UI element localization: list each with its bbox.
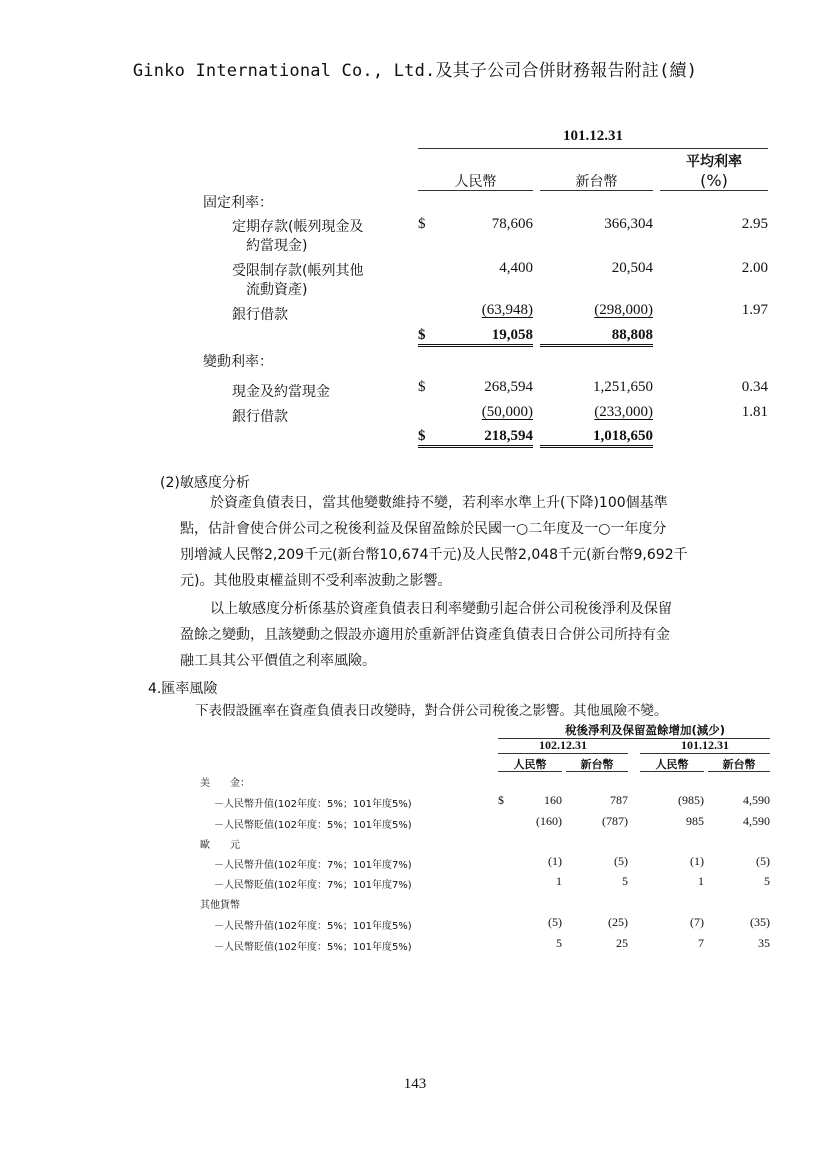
fixed-row-3-rate: 1.97 — [741, 302, 768, 318]
fx-other-row2-label: －人民幣貶值(102年度：5%；101年度5%) — [214, 942, 412, 953]
sensitivity-para1-line2: 點，估計會使合併公司之稅後利益及保留盈餘於民國一○二年度及一○一年度分 — [180, 521, 667, 537]
fx-usd-row1-currency: $ — [498, 793, 504, 807]
col-rmb-header: 人民幣 — [454, 174, 497, 190]
fx-group-usd: 美 金： — [200, 778, 250, 789]
fixed-row-2-label: 受限制存款(帳列其他 — [232, 263, 364, 279]
variable-row-1-rate: 0.34 — [741, 379, 768, 395]
fx-usd-row1-label: －人民幣升值(102年度：5%；101年度5%) — [214, 799, 412, 810]
fx-table-title: 稅後淨利及保留盈餘增加(減少) — [564, 723, 725, 737]
sensitivity-para2-line3: 融工具其公平價值之利率風險。 — [180, 653, 376, 669]
fx-col-rule-1 — [498, 771, 562, 772]
fixed-total-currency: $ — [418, 327, 426, 343]
fx-usd-row2-label: －人民幣貶值(102年度：5%；101年度5%) — [214, 820, 412, 831]
fx-eur-row2-rmb-102: 1 — [556, 874, 562, 888]
variable-row-2-rate: 1.81 — [741, 404, 768, 420]
fx-eur-row2-ntd-102: 5 — [622, 874, 628, 888]
fx-eur-row2-label: －人民幣貶值(102年度：7%；101年度7%) — [214, 880, 412, 891]
fixed-total-rmb: 19,058 — [418, 327, 533, 347]
fx-eur-row2-rmb-101: 1 — [698, 874, 704, 888]
fx-other-row1-ntd-101: (35) — [750, 915, 770, 929]
fx-col-rule-3 — [640, 771, 704, 772]
variable-row-2-rmb: (50,000) — [481, 404, 533, 420]
fixed-row-3-label: 銀行借款 — [232, 307, 288, 323]
fixed-row-1-currency: $ — [418, 216, 426, 232]
fx-period1: 102.12.31 — [539, 738, 587, 752]
fx-other-row2-rmb-101: 7 — [698, 936, 704, 950]
fixed-row-2-rmb: 4,400 — [499, 260, 533, 276]
fixed-row-1-rmb: 78,606 — [491, 216, 533, 232]
fixed-row-3-ntd: (298,000) — [594, 302, 653, 318]
sensitivity-para2-line2: 盈餘之變動，且該變動之假設亦適用於重新評估資產負債表日合併公司所持有金 — [180, 627, 670, 643]
fx-other-row1-rmb-101: (7) — [690, 915, 704, 929]
fx-other-row2-ntd-101: 35 — [758, 936, 770, 950]
fx-other-row2-ntd-102: 25 — [616, 936, 628, 950]
fixed-row-1-label-cont: 約當現金) — [246, 238, 308, 254]
fixed-row-2-ntd: 20,504 — [611, 260, 653, 276]
fx-usd-row2-ntd-102: (787) — [602, 814, 628, 828]
sensitivity-para1-line4: 元)。其他股東權益則不受利率波動之影響。 — [180, 573, 452, 589]
fx-intro: 下表假設匯率在資產負債表日改變時，對合併公司稅後之影響。其他風險不變。 — [195, 703, 668, 719]
col-ntd-header: 新台幣 — [575, 174, 618, 190]
col-ntd-rule — [540, 190, 653, 191]
fx-group-other: 其他貨幣 — [200, 900, 240, 911]
fx-period2: 101.12.31 — [681, 738, 729, 752]
fixed-rate-label: 固定利率： — [203, 195, 273, 211]
fixed-row-2-label-cont: 流動資產) — [246, 282, 308, 298]
fx-usd-row2-ntd-101: 4,590 — [743, 814, 770, 828]
variable-row-2-label: 銀行借款 — [232, 409, 288, 425]
table1-date: 101.12.31 — [563, 128, 623, 144]
fx-eur-row1-label: －人民幣升值(102年度：7%；101年度7%) — [214, 860, 412, 871]
fx-usd-row2-rmb-102: (160) — [536, 814, 562, 828]
fixed-row-3-rmb: (63,948) — [481, 302, 533, 318]
table1-date-rule — [418, 148, 768, 149]
col-rate-header: 平均利率 — [686, 154, 742, 170]
variable-total-rmb: 218,594 — [418, 428, 533, 448]
fx-period2-rule — [640, 753, 770, 754]
fx-col-ntd-2: 新台幣 — [722, 758, 756, 771]
fx-other-row1-rmb-102: (5) — [548, 915, 562, 929]
fx-heading: 4.匯率風險 — [148, 681, 218, 697]
fx-usd-row1-ntd-102: 787 — [610, 793, 628, 807]
fx-eur-row1-rmb-102: (1) — [548, 854, 562, 868]
fx-eur-row1-ntd-101: (5) — [756, 854, 770, 868]
fx-eur-row2-ntd-101: 5 — [764, 874, 770, 888]
fx-col-rmb-2: 人民幣 — [655, 758, 689, 771]
fx-usd-row1-ntd-101: 4,590 — [743, 793, 770, 807]
fx-period1-rule — [498, 753, 628, 754]
fx-eur-row1-ntd-102: (5) — [614, 854, 628, 868]
variable-row-1-ntd: 1,251,650 — [593, 379, 653, 395]
variable-row-1-rmb: 268,594 — [484, 379, 533, 395]
sensitivity-heading: (2)敏感度分析 — [160, 475, 250, 491]
variable-row-1-currency: $ — [418, 379, 426, 395]
page-title: Ginko International Co., Ltd.及其子公司合併財務報告附註(續) — [132, 61, 698, 81]
page-number: 143 — [403, 1076, 427, 1092]
fx-col-ntd-1: 新台幣 — [580, 758, 614, 771]
variable-row-2-ntd: (233,000) — [594, 404, 653, 420]
fx-col-rule-4 — [708, 771, 770, 772]
fixed-row-1-ntd: 366,304 — [604, 216, 653, 232]
fx-col-rmb-1: 人民幣 — [513, 758, 547, 771]
fx-other-row1-ntd-102: (25) — [608, 915, 628, 929]
variable-row-1-label: 現金及約當現金 — [232, 384, 330, 400]
fx-other-row2-rmb-102: 5 — [556, 936, 562, 950]
col-rate-unit: (%) — [700, 171, 728, 190]
fx-usd-row2-rmb-101: 985 — [686, 814, 704, 828]
fx-eur-row1-rmb-101: (1) — [690, 854, 704, 868]
col-rmb-rule — [418, 190, 533, 191]
fixed-total-ntd: 88,808 — [540, 327, 653, 347]
variable-total-ntd: 1,018,650 — [540, 428, 653, 448]
variable-total-currency: $ — [418, 428, 426, 444]
fixed-row-2-rate: 2.00 — [741, 260, 768, 276]
sensitivity-para1-line1: 於資產負債表日，當其他變數維持不變，若利率水準上升(下降)100個基準 — [210, 495, 668, 511]
fx-group-eur: 歐 元 — [200, 840, 240, 851]
fixed-row-1-rate: 2.95 — [741, 216, 768, 232]
fx-col-rule-2 — [566, 771, 628, 772]
col-rate-rule — [660, 190, 768, 191]
fixed-row-1-label: 定期存款(帳列現金及 — [232, 219, 364, 235]
variable-rate-label: 變動利率： — [203, 354, 273, 370]
sensitivity-para2-line1: 以上敏感度分析係基於資產負債表日利率變動引起合併公司稅後淨利及保留 — [210, 601, 672, 617]
fx-usd-row1-rmb-102: 160 — [544, 793, 562, 807]
fx-usd-row1-rmb-101: (985) — [678, 793, 704, 807]
sensitivity-para1-line3: 別增減人民幣2,209千元(新台幣10,674千元)及人民幣2,048千元(新台幣9,692千 — [180, 547, 688, 563]
fx-other-row1-label: －人民幣升值(102年度：5%；101年度5%) — [214, 921, 412, 932]
